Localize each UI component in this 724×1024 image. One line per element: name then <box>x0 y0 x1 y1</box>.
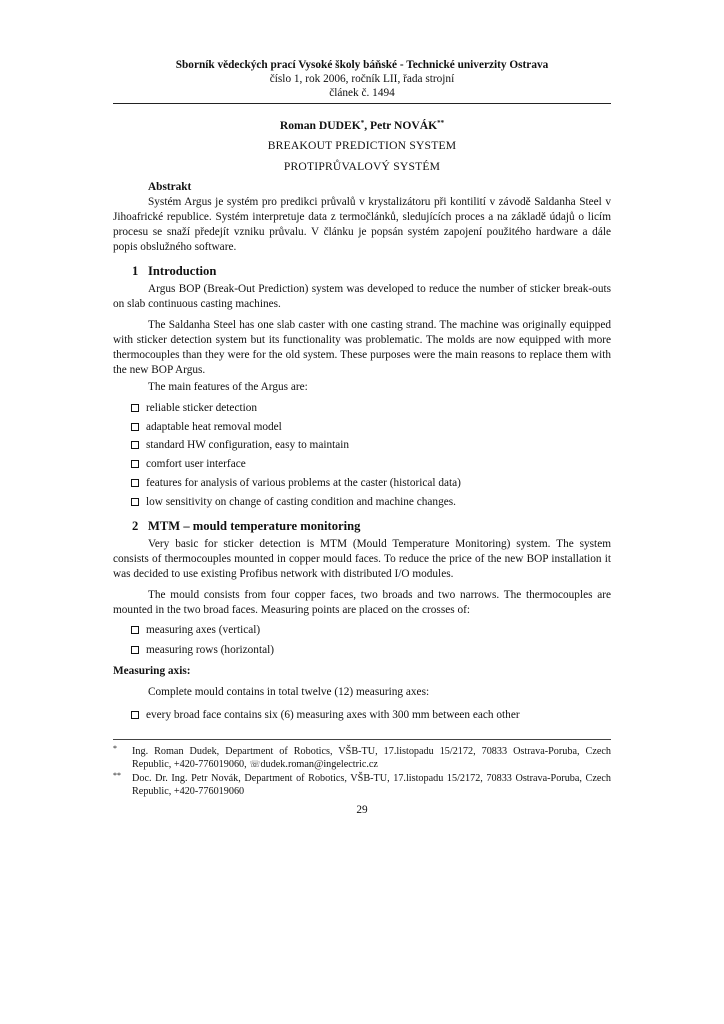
section-2-p1-text: Very basic for sticker detection is MTM (Mould Temperature Monitoring) system. The system consists of thermocouples mounted in copper mould faces. To reduce the price of the new BOP installation it was decided to use existing Profibus network with distributed I/O modules. <box>113 538 611 580</box>
section-1-p1-text: Argus BOP (Break-Out Prediction) system was developed to reduce the number of sticker break-outs on slab continuous casting machines. <box>113 283 611 310</box>
footnote-2-text: Doc. Dr. Ing. Petr Novák, Department of Robotics, VŠB-TU, 17.listopadu 15/2172, 70833 Ostrava-Poruba, Czech Republic, +420-776019060 <box>132 773 611 797</box>
section-1-paragraph-2 <box>113 318 611 378</box>
footnote-mark: ** <box>113 771 121 780</box>
list-item-text: measuring axes (vertical) <box>146 624 261 636</box>
section-1-paragraph-3: The main features of the Argus are: <box>148 381 308 393</box>
journal-name: Sborník vědeckých prací Vysoké školy báňské - Technické univerzity Ostrava <box>175 59 549 71</box>
section-1-heading <box>132 264 216 279</box>
footnote-1-email: dudek.roman@ingelectric.cz <box>260 759 378 770</box>
author-1-footnote-mark: * <box>360 119 365 127</box>
list-item <box>131 708 520 723</box>
abstract-body: Systém Argus je systém pro predikci průvalů v krystalizátoru při kontilití v závodě Saldanha Steel v Jihoafrické republice. Systém interpretuje data z termočlánků, sledujících proces a na základě údajů o licím procesu se snaží předejít vzniku průvalu. V článku je popsán systém zapojení použitého hardware a dále popis obslužného software. <box>113 196 611 253</box>
page-number: 29 <box>356 804 368 816</box>
section-1-number: 1 <box>132 264 139 278</box>
section-2-number: 2 <box>132 519 139 533</box>
section-1-paragraph-1 <box>113 282 611 312</box>
checkbox-bullet-icon <box>131 460 139 468</box>
article-number: článek č. 1494 <box>329 87 395 99</box>
list-item-text: standard HW configuration, easy to maintain <box>146 439 350 451</box>
section-2-paragraph-1 <box>113 537 611 582</box>
author-separator: , <box>364 119 371 132</box>
journal-issue: číslo 1, rok 2006, ročník LII, řada strojní <box>269 73 455 85</box>
section-2-paragraph-2 <box>113 588 611 618</box>
section-2-title: MTM – mould temperature monitoring <box>148 519 361 533</box>
footnote-divider <box>113 739 611 740</box>
list-item-text: adaptable heat removal model <box>146 421 282 433</box>
list-item <box>131 643 274 658</box>
checkbox-bullet-icon <box>131 646 139 654</box>
section-2-paragraph-3: Complete mould contains in total twelve (12) measuring axes: <box>148 686 430 698</box>
abstract-text <box>113 195 611 255</box>
section-1-title: Introduction <box>148 264 217 278</box>
list-item <box>131 623 260 638</box>
phone-icon: ☏ <box>249 759 261 769</box>
section-2-heading <box>132 519 360 534</box>
title-czech: PROTIPRŮVALOVÝ SYSTÉM <box>283 160 441 173</box>
author-line <box>113 116 611 133</box>
list-item-text: low sensitivity on change of casting condition and machine changes. <box>146 496 456 508</box>
checkbox-bullet-icon <box>131 441 139 449</box>
list-item <box>131 476 461 491</box>
checkbox-bullet-icon <box>131 479 139 487</box>
journal-header <box>113 58 611 100</box>
list-item-text: features for analysis of various problems at the caster (historical data) <box>146 477 461 489</box>
footnote-2 <box>113 772 611 798</box>
list-item-text: measuring rows (horizontal) <box>146 644 274 656</box>
list-item <box>131 438 349 453</box>
list-item <box>131 457 246 472</box>
list-item-text: comfort user interface <box>146 458 246 470</box>
footnote-mark: * <box>113 744 117 753</box>
author-2: Petr NOVÁK <box>370 119 438 132</box>
title-english: BREAKOUT PREDICTION SYSTEM <box>267 139 457 152</box>
checkbox-bullet-icon <box>131 498 139 506</box>
abstract-heading: Abstrakt <box>148 181 192 193</box>
list-item <box>131 495 456 510</box>
footnote-1 <box>113 745 611 771</box>
author-2-footnote-mark: ** <box>437 119 445 127</box>
footnote-1-text: Ing. Roman Dudek, Department of Robotics, VŠB-TU, 17.listopadu 15/2172, 70833 Ostrava-Poruba, Czech Republic, +420-776019060, <box>132 746 611 770</box>
checkbox-bullet-icon <box>131 711 139 719</box>
list-item <box>131 420 282 435</box>
list-item-text: reliable sticker detection <box>146 402 258 414</box>
checkbox-bullet-icon <box>131 404 139 412</box>
section-1-p2-text: The Saldanha Steel has one slab caster with one casting strand. The machine was originally equipped with sticker detection system but its functionality was problematic. The molds are now equipped with more thermocouples than they were for the old system. These purposes were the main reasons to replace them with the new BOP Argus. <box>113 319 611 376</box>
list-item-text: every broad face contains six (6) measuring axes with 300 mm between each other <box>146 709 520 721</box>
section-2-p2-text: The mould consists from four copper faces, two broads and two narrows. The thermocouples are mounted in the two broad faces. Measuring points are placed on the crosses of: <box>113 589 611 616</box>
measuring-axis-subheading: Measuring axis: <box>113 665 191 677</box>
checkbox-bullet-icon <box>131 626 139 634</box>
author-1: Roman DUDEK <box>279 119 361 132</box>
header-divider <box>113 103 611 104</box>
checkbox-bullet-icon <box>131 423 139 431</box>
list-item <box>131 401 257 416</box>
